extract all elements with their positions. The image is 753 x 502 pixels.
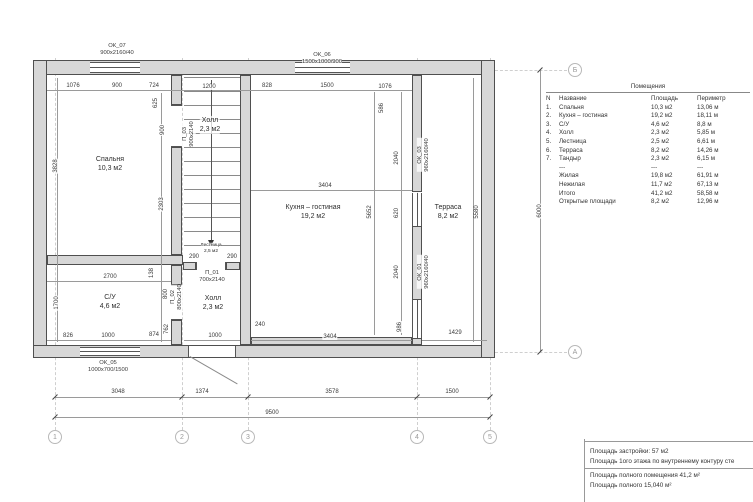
- dim-chain-line: [55, 397, 490, 398]
- room-name: Терраса: [434, 203, 462, 211]
- room-name: Спальня: [95, 155, 125, 163]
- dimension-label: 1500: [445, 389, 459, 395]
- cell: 4.: [546, 129, 552, 137]
- cell: Лестница: [559, 137, 587, 145]
- dimension-label: 2040: [394, 151, 400, 165]
- axis-line-1: [55, 58, 56, 430]
- cell: Жилая: [559, 172, 579, 180]
- cell: Нежилая: [559, 180, 585, 188]
- cell: 13,06 м: [697, 103, 719, 111]
- table-row: [546, 147, 750, 156]
- axis-line-a: [495, 352, 567, 353]
- table-row: [546, 181, 750, 190]
- opening-size: 1000х700/1500: [88, 367, 128, 373]
- cell: 8,2 м2: [651, 146, 670, 154]
- dimension-label: 3578: [325, 389, 339, 395]
- dimension-label: 2700: [103, 274, 117, 280]
- cell: 3.: [546, 120, 552, 128]
- cell: 6,15 м: [697, 155, 716, 163]
- dim-line: [401, 92, 402, 335]
- dimension-label: 625: [153, 97, 159, 109]
- table-row: [546, 129, 750, 138]
- room-area: 10,3 м2: [97, 165, 123, 172]
- dimension-label: 826: [62, 333, 74, 339]
- note-line: Площадь застройки: 57 м2: [590, 448, 669, 455]
- window-label-ok03: [417, 138, 431, 172]
- axis-bubble-4: [410, 430, 424, 444]
- window-label-ok05: [88, 360, 128, 374]
- window-ok01: [412, 300, 422, 338]
- door-label-p01: [199, 270, 224, 284]
- room-area: 2,5 м2: [204, 249, 218, 254]
- dim-line: [47, 340, 171, 341]
- window-ok07: [90, 62, 140, 73]
- cell: С/У: [559, 120, 570, 128]
- axis-bubble-3: [241, 430, 255, 444]
- room-label-bedroom: [96, 155, 124, 173]
- dim-line: [47, 90, 412, 91]
- dimension-label: 5580: [474, 205, 480, 219]
- room-label-hall-bottom: [203, 294, 223, 312]
- room-name: Лестница: [200, 242, 222, 248]
- axis-bubble-a: [568, 345, 582, 359]
- room-area: 8,2 м2: [437, 213, 459, 220]
- room-label-terrace: [435, 203, 462, 221]
- cell: 4,6 м2: [651, 120, 670, 128]
- dimension-label: 2040: [394, 265, 400, 279]
- col-header: Площадь: [651, 95, 678, 102]
- dimension-label: 900: [111, 83, 123, 89]
- axis-label: 3: [246, 433, 250, 441]
- opening-code: П_02: [169, 290, 176, 304]
- col-header: Название: [559, 95, 587, 102]
- dimension-label: 1500: [320, 83, 334, 89]
- room-name: Холл: [201, 116, 219, 124]
- entrance-door-swing: [190, 356, 238, 384]
- col-header: Периметр: [697, 95, 726, 102]
- dimension-label: 1374: [195, 389, 209, 395]
- table-row: [546, 155, 750, 164]
- wall-bedroom-hall-b: [171, 147, 182, 255]
- room-label-kitchen: [286, 203, 341, 221]
- opening-size: 960х2160/40: [424, 255, 430, 289]
- table-row: [546, 190, 750, 199]
- notes-border-middle: [584, 468, 753, 469]
- table-row: [546, 172, 750, 181]
- cell: [546, 198, 559, 207]
- cell: 5,85 м: [697, 129, 716, 137]
- opening-code: ОК_05: [99, 359, 117, 366]
- table-separator-row: [546, 164, 750, 173]
- cell: 67,13 м: [697, 180, 719, 188]
- axis-label: 1: [53, 433, 57, 441]
- dimension-label: 724: [148, 83, 160, 89]
- dimension-label: 986: [397, 321, 403, 333]
- dimension-label: 138: [149, 267, 155, 279]
- table-rule: [546, 92, 750, 93]
- window-label-ok06: [302, 52, 342, 66]
- cell: Терраса: [559, 146, 583, 154]
- wall-stairs-kitchen: [240, 75, 251, 345]
- door-label-p03: [182, 121, 196, 146]
- wall-wc-hall-a: [171, 265, 182, 285]
- dim-line: [422, 340, 487, 341]
- cell: 2,5 м2: [651, 137, 670, 145]
- col-header: N: [546, 95, 551, 102]
- dimension-label: 6000: [537, 204, 543, 218]
- dimension-label: 5652: [367, 205, 373, 219]
- dimension-label: 1429: [448, 330, 462, 336]
- opening-code: ОК_03: [416, 146, 423, 164]
- axis-label: Б: [572, 66, 578, 74]
- window-label-ok07: [100, 43, 134, 57]
- dim-line: [184, 340, 240, 341]
- wall-kitchen-terrace-a: [412, 75, 422, 192]
- opening-code: П_03: [181, 127, 188, 141]
- room-area: 4,6 м2: [99, 303, 121, 310]
- opening-code: ОК_06: [313, 51, 331, 58]
- opening-size: 700х2140: [199, 277, 225, 283]
- opening-size: 960х2160/40: [424, 138, 430, 172]
- note-line: Площадь полного помещения 41,2 м²: [590, 472, 700, 479]
- notes-border-top: [584, 441, 753, 442]
- cell: 1.: [546, 103, 552, 111]
- dimension-label: 3048: [111, 389, 125, 395]
- wall-outer-left: [33, 60, 47, 358]
- opening-code: ОК_01: [416, 263, 423, 281]
- dimension-label: 1076: [378, 84, 392, 90]
- window-ok03: [412, 193, 422, 226]
- cell: 2,3 м2: [651, 155, 670, 163]
- table-title: Помещения: [630, 83, 666, 90]
- cell: 19,2 м2: [651, 112, 673, 120]
- dimension-label: 828: [261, 83, 273, 89]
- opening-size: 800х2140: [177, 284, 183, 310]
- dimension-label: 290: [188, 254, 200, 260]
- axis-bubble-2: [175, 430, 189, 444]
- dimension-label: 1076: [66, 83, 80, 89]
- dimension-label: 620: [394, 207, 400, 219]
- dimension-label: 1000: [101, 333, 115, 339]
- cell: Итого: [559, 189, 576, 197]
- cell: [546, 181, 559, 190]
- cell: 6,61 м: [697, 137, 716, 145]
- opening-size: 900х2160/40: [100, 50, 134, 56]
- staircase: [181, 77, 240, 258]
- dimension-label: 1000: [208, 333, 222, 339]
- cell: 41,2 м2: [651, 189, 673, 197]
- dimension-label: 1200: [202, 84, 216, 90]
- cell: Спальня: [559, 103, 584, 111]
- dim-line: [374, 92, 375, 335]
- cell: 5.: [546, 137, 552, 145]
- dimension-label: 3404: [318, 183, 332, 189]
- cell: 58,58 м: [697, 189, 719, 197]
- axis-line-2: [182, 58, 183, 430]
- cell: Тандыр: [559, 155, 581, 163]
- note-line: Площадь полного 15,040 м²: [590, 482, 672, 489]
- axis-label: 5: [488, 433, 492, 441]
- wall-stairs-hall-right: [226, 262, 240, 270]
- cell: ---: [697, 163, 704, 171]
- axis-label: А: [572, 348, 578, 356]
- axis-label: 4: [415, 433, 419, 441]
- cell: 61,91 м: [697, 172, 719, 180]
- dimension-label: 1700: [54, 296, 60, 310]
- dimension-label: 2303: [159, 197, 165, 211]
- cell: 6.: [546, 146, 552, 154]
- cell: ---: [559, 163, 566, 171]
- axis-line-b: [495, 70, 567, 71]
- opening-code: ОК_07: [108, 42, 126, 49]
- cell: 18,11 м: [697, 112, 718, 120]
- axis-bubble-5: [483, 430, 497, 444]
- dimension-label: 800: [163, 288, 169, 300]
- room-label-wc: [100, 293, 120, 311]
- room-name: Холл: [204, 294, 222, 302]
- dimension-label: 240: [254, 322, 266, 328]
- cell: 11,7 м2: [651, 180, 672, 188]
- room-area: 19,2 м2: [300, 213, 326, 220]
- window-ok05: [80, 347, 140, 356]
- table-header-row: [546, 95, 750, 104]
- cell: [546, 164, 559, 173]
- wall-stairs-hall-left: [183, 262, 196, 270]
- dimension-label: 874: [148, 332, 160, 338]
- wall-wc-hall-b: [171, 320, 182, 345]
- room-name: Кухня – гостиная: [285, 203, 341, 211]
- notes-border-vertical: [584, 439, 585, 502]
- room-area: 2,3 м2: [202, 304, 224, 311]
- dimension-label: 290: [226, 254, 238, 260]
- dimension-label: 762: [164, 323, 170, 335]
- cell: Открытые площади: [559, 198, 616, 206]
- cell: 2.: [546, 112, 552, 120]
- dimension-label: 3404: [323, 334, 337, 340]
- table-row: [546, 198, 750, 207]
- cell: Холл: [559, 129, 574, 137]
- cell: 7.: [546, 155, 552, 163]
- cell: 8,8 м: [697, 120, 712, 128]
- opening-code: П_01: [205, 269, 219, 276]
- dimension-label: 586: [379, 102, 385, 114]
- cell: 10,3 м2: [651, 103, 673, 111]
- dim-line: [251, 340, 412, 341]
- dimension-label: 3828: [53, 159, 59, 173]
- note-line: Площадь 1ого этажа по внутреннему контуру сте: [590, 458, 735, 465]
- door-opening-p03: [171, 105, 182, 147]
- dimension-label: 900: [160, 124, 166, 136]
- door-label-p02: [170, 284, 184, 309]
- opening-size: 1500х1000/900: [302, 59, 342, 65]
- room-name: С/У: [104, 293, 116, 301]
- wall-kitchen-terrace-c: [412, 338, 422, 345]
- wall-outer-right: [481, 60, 495, 358]
- window-label-ok01: [417, 255, 431, 289]
- opening-size: 900х2140: [189, 121, 195, 147]
- cell: [546, 172, 559, 181]
- rooms-table: [546, 83, 750, 207]
- dimension-label: 9500: [265, 410, 279, 416]
- cell: [546, 190, 559, 199]
- cell: Кухня – гостиная: [559, 112, 608, 120]
- cell: 8,2 м2: [651, 198, 670, 206]
- table-row: [546, 138, 750, 147]
- dim-overall-line: [55, 417, 490, 418]
- axis-bubble-b: [568, 63, 582, 77]
- wall-bedroom-wc: [47, 255, 183, 265]
- room-area: 2,3 м2: [199, 126, 221, 133]
- cell: 12,96 м: [697, 198, 719, 206]
- room-label-hall-top: [200, 116, 220, 134]
- cell: ---: [651, 163, 658, 171]
- dim-line: [47, 281, 171, 282]
- axis-bubble-1: [48, 430, 62, 444]
- cell: 14,26 м: [697, 146, 719, 154]
- cell: 19,8 м2: [651, 172, 673, 180]
- stair-direction-line: [211, 80, 212, 240]
- axis-label: 2: [180, 433, 184, 441]
- entrance-door-opening: [188, 346, 236, 357]
- table-row: [546, 104, 750, 113]
- cell: 2,3 м2: [651, 129, 670, 137]
- dim-line: [251, 190, 412, 191]
- table-row: [546, 121, 750, 130]
- table-row: [546, 112, 750, 121]
- room-label-stairs: [200, 243, 221, 255]
